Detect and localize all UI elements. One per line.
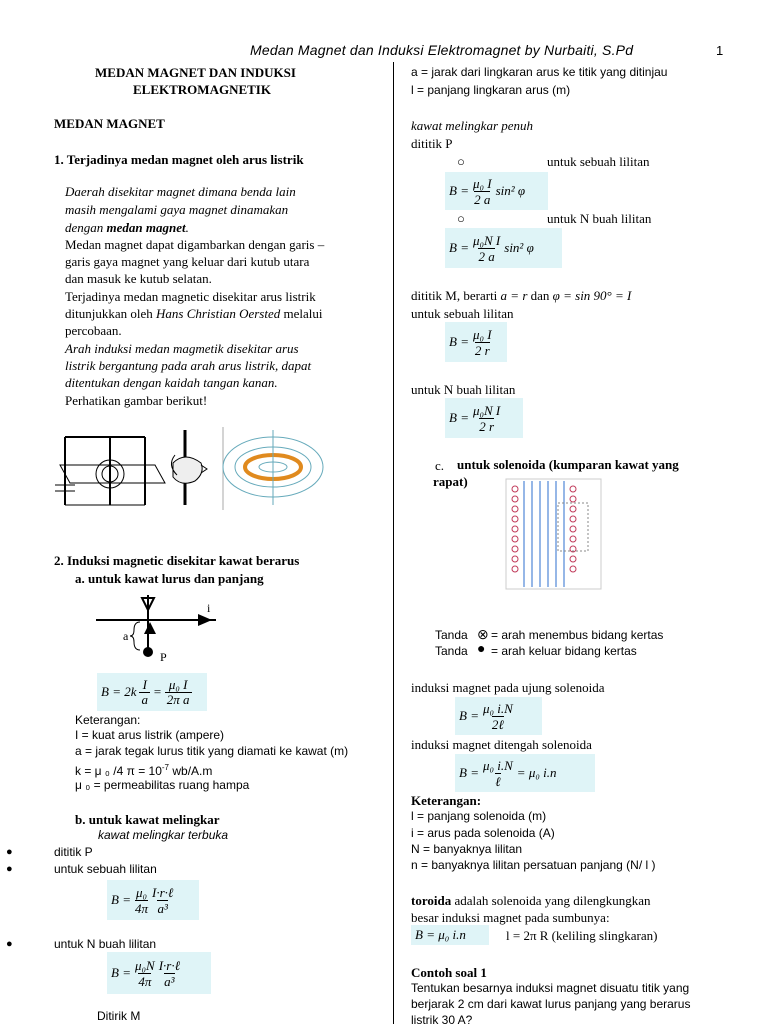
heading-2a: a. untuk kawat lurus dan panjang <box>75 571 264 586</box>
para-line: Daerah disekitar magnet dimana benda lain <box>65 184 296 199</box>
magnet-field-figures <box>55 425 360 510</box>
para-line: Arah induksi medan magmetik disekitar arus <box>65 341 299 356</box>
text: wb/A.m <box>169 764 213 778</box>
tanda-desc: = arah keluar bidang kertas <box>491 644 637 658</box>
tanda-label: Tanda <box>435 644 468 658</box>
para-line: Medan magnet dapat digambarkan dengan garis – <box>65 237 325 252</box>
text-line: besar induksi magnet pada sumbunya: <box>411 910 610 925</box>
circle-bullet: ○ <box>457 154 465 169</box>
dot-circle-icon: ● <box>477 642 486 657</box>
name-italic: Hans Christian Oersted <box>156 306 281 321</box>
bullet: ● <box>6 863 13 875</box>
text-line: induksi magnet pada ujung solenoida <box>411 680 605 695</box>
math: φ = sin 90° = I <box>552 288 632 303</box>
bullet-text: dititik P <box>54 845 93 859</box>
text-line: untuk sebuah lilitan <box>547 154 650 169</box>
text-line <box>411 893 651 908</box>
oersted-apparatus-figure <box>55 437 165 505</box>
para-line: Terjadinya medan magnetic disekitar arus listrik <box>65 289 316 304</box>
column-divider <box>393 62 394 1024</box>
text: k = μ ₀ /4 π = 10 <box>75 764 162 778</box>
text: dan <box>527 288 553 303</box>
para-line: garis gaya magnet yang keluar dari kutub utara <box>65 254 310 269</box>
doc-title-line2: ELEKTROMAGNETIK <box>133 82 271 97</box>
solenoid-figure <box>500 475 605 595</box>
legend-line: μ ₀ = permeabilitas ruang hampa <box>75 778 250 792</box>
formula-center-1: B = $\frac{\text{μ₀ I}}{2 r}$ <box>445 322 507 362</box>
keterangan-label: Keterangan: <box>411 793 482 808</box>
text-line: listrik 30 A? <box>411 1013 473 1027</box>
label-distance-a: a <box>123 629 129 643</box>
formula-center-n: B = $\frac{\text{μ₀N I}}{2 r}$ <box>445 398 523 438</box>
term-bold: toroida <box>411 893 452 908</box>
formula-full-loop-n: B = $\frac{\text{μ₀N I}}{2 a}$ sin² φ <box>445 228 562 268</box>
bullet-text: untuk N buah lilitan <box>54 937 157 951</box>
heading-1: 1. Terjadinya medan magnet oleh arus listrik <box>54 152 304 167</box>
label-point-p: P <box>160 650 167 664</box>
text-line: Tentukan besarnya induksi magnet disuatu titik yang <box>411 981 690 995</box>
text-line: berjarak 2 cm dari kawat lurus panjang yang berarus <box>411 997 691 1011</box>
para-line: dan masuk ke kutub selatan. <box>65 271 212 286</box>
para-line: masih mengalami gaya magnet dinamakan <box>65 202 289 217</box>
text: dititik M, berarti <box>411 288 501 303</box>
text-line: induksi magnet ditengah solenoida <box>411 737 592 752</box>
para-line: percobaan. <box>65 323 122 338</box>
text-line: dititik P <box>411 136 453 151</box>
example-heading: Contoh soal 1 <box>411 965 487 980</box>
last-line: Ditirik M <box>97 1009 141 1023</box>
legend-line: I = kuat arus listrik (ampere) <box>75 728 225 742</box>
page-number: 1 <box>716 43 724 58</box>
formula-full-loop-1: B = $\frac{\text{μ₀ I}}{2 a}$ sin² φ <box>445 172 548 210</box>
legend-line: n = banyaknya lilitan persatuan panjang (N/ l ) <box>411 858 656 872</box>
legend-line: i = arus pada solenoida (A) <box>411 826 555 840</box>
text: . <box>185 220 189 235</box>
legend-l: l = panjang lingkaran arus (m) <box>411 83 571 97</box>
formula-straight-wire: B = 2k $\frac{I}{a}$ = $\frac{\text{μ₀ I}}{\text{2π a}}$ <box>97 673 207 711</box>
text: ditunjukkan oleh <box>65 306 156 321</box>
para-line: Perhatikan gambar berikut! <box>65 393 208 408</box>
exponent: -7 <box>161 763 170 772</box>
text-line: untuk N buah lilitan <box>547 211 652 226</box>
text: melalui <box>280 306 323 321</box>
legend-line: a = jarak tegak lurus titik yang diamati ke kawat (m) <box>75 744 349 758</box>
formula-solenoid-end: B = μ₀ i.N 2ℓ <box>455 697 542 735</box>
term-bold: medan magnet <box>106 220 186 235</box>
para-line: ditentukan dengan kaidah tangan kanan. <box>65 375 278 390</box>
heading-2b: b. untuk kawat melingkar <box>75 812 220 827</box>
legend-line <box>75 761 212 778</box>
text-line: untuk N buah lilitan <box>411 382 516 397</box>
right-hand-rule-figure <box>171 430 207 505</box>
math: a = r <box>500 288 528 303</box>
legend-a: a = jarak dari lingkaran arus ke titik yang ditinjau <box>411 65 668 79</box>
formula-open-loop-1: B = $\frac{\text{μ₀}}{4\pi}$ I·r·ℓ a³ <box>107 880 199 920</box>
text-line: l = 2π R (keliling slingkaran) <box>506 928 658 943</box>
text-line <box>411 288 631 303</box>
cross-circle-icon: ⊗ <box>477 628 489 643</box>
tanda-desc: = arah menembus bidang kertas <box>491 628 664 642</box>
para-line: listrik bergantung pada arah arus listrik, dapat <box>65 358 312 373</box>
sub-heading-full-loop: kawat melingkar penuh <box>411 118 534 133</box>
section-heading: MEDAN MAGNET <box>54 116 165 131</box>
c-label: c. <box>435 458 445 473</box>
text-line: untuk sebuah lilitan <box>411 306 514 321</box>
tanda-label: Tanda <box>435 628 468 642</box>
formula-toroid: B = μ₀ i.n <box>411 925 489 945</box>
label-current-i: i <box>207 601 211 615</box>
legend-line: N = banyaknya lilitan <box>411 842 523 856</box>
formula-solenoid-center: B = μ₀ i.N ℓ = μ₀ i.n <box>455 754 595 792</box>
keterangan-label: Keterangan: <box>75 713 141 727</box>
para-line <box>65 220 189 235</box>
text: adalah solenoida yang dilengkungkan <box>451 893 651 908</box>
header-title: Medan Magnet dan Induksi Elektromagnet by Nurbaiti, S.Pd <box>250 42 634 58</box>
heading-2: 2. Induksi magnetic disekitar kawat berarus <box>54 553 300 568</box>
doc-title-line1: MEDAN MAGNET DAN INDUKSI <box>95 65 296 80</box>
heading-solenoid: untuk solenoida (kumparan kawat yang <box>457 457 679 472</box>
toroid-field-figure <box>223 427 323 510</box>
formula-open-loop-n: B = $\frac{\text{μ₀N}}{4\pi}$ I·r·ℓ a³ <box>107 952 211 994</box>
para-line <box>65 306 322 321</box>
text: dengan <box>65 220 107 235</box>
legend-line: l = panjang solenoida (m) <box>411 809 547 823</box>
sub-heading: kawat melingkar terbuka <box>98 828 229 842</box>
bullet: ● <box>6 938 13 950</box>
circle-bullet: ○ <box>457 211 465 226</box>
heading-solenoid-2: rapat) <box>433 474 468 489</box>
bullet: ● <box>6 846 13 858</box>
bullet-text: untuk sebuah lilitan <box>54 862 157 876</box>
